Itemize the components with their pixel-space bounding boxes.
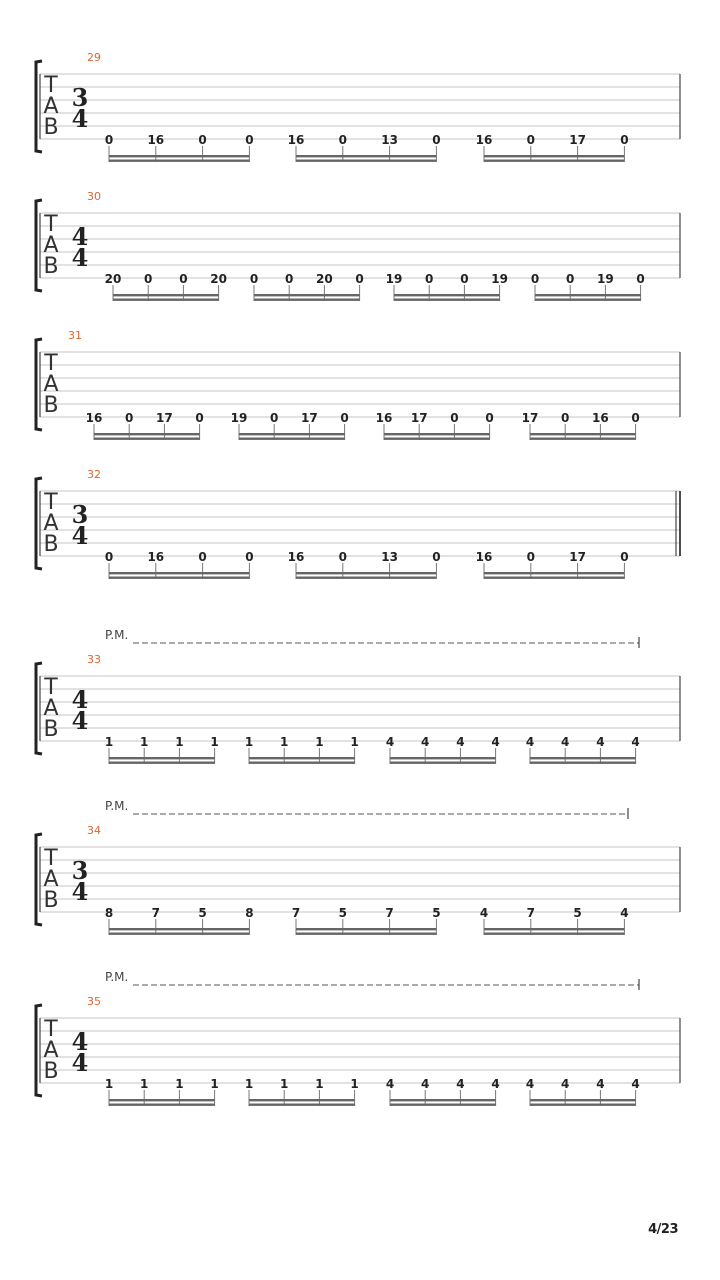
tab-clef-letter: B (43, 717, 59, 742)
fret-number: 7 (385, 906, 394, 920)
beam (530, 1099, 636, 1101)
system-bracket (36, 61, 42, 152)
beam (239, 438, 345, 440)
time-signature-denominator: 4 (71, 521, 89, 550)
fret-number: 13 (381, 550, 398, 564)
beam (384, 433, 490, 435)
beam (530, 762, 636, 764)
time-signature-numerator: 3 (71, 500, 89, 529)
system-bracket (36, 1005, 42, 1096)
fret-number: 0 (125, 411, 134, 425)
beam (254, 294, 360, 296)
fret-number: 0 (249, 272, 259, 286)
tab-clef-letter: T (44, 1017, 58, 1042)
fret-number: 0 (636, 272, 645, 286)
beam (109, 928, 249, 930)
tab-clef-letter: B (43, 1059, 59, 1084)
beam (254, 299, 360, 301)
time-signature-numerator: 4 (71, 1027, 89, 1056)
system-bracket (36, 663, 42, 754)
fret-number: 0 (460, 272, 469, 286)
fret-number: 0 (144, 272, 153, 286)
time-signature-denominator: 4 (71, 877, 89, 906)
fret-number: 0 (179, 272, 188, 286)
fret-number: 5 (338, 906, 347, 920)
fret-number: 0 (270, 411, 279, 425)
measure-number: 34 (87, 824, 101, 837)
beam (484, 928, 624, 930)
fret-number: 4 (491, 1077, 500, 1091)
tab-clef-letter: T (44, 490, 58, 515)
time-signature-numerator: 3 (71, 83, 89, 112)
tab-clef-letter: A (43, 372, 59, 397)
fret-number: 16 (287, 550, 305, 564)
fret-number: 16 (475, 550, 493, 564)
beam (109, 155, 249, 157)
tab-clef-letter: T (44, 351, 58, 376)
fret-number: 4 (385, 735, 395, 749)
tab-clef-letter: T (44, 846, 58, 871)
beam (113, 294, 219, 296)
fret-number: 16 (287, 133, 305, 147)
time-signature-denominator: 4 (71, 243, 89, 272)
palm-mute-label: P.M. (105, 799, 129, 813)
fret-number: 19 (385, 272, 403, 286)
beam (296, 155, 436, 157)
fret-number: 0 (198, 550, 207, 564)
fret-number: 16 (475, 133, 493, 147)
beam (384, 438, 490, 440)
beam (296, 577, 436, 579)
tab-clef-letter: A (43, 867, 59, 892)
fret-number: 4 (525, 1077, 535, 1091)
fret-number: 0 (530, 272, 540, 286)
tab-clef-letter: T (44, 73, 58, 98)
fret-number: 17 (569, 133, 586, 147)
tab-clef-letter: A (43, 511, 59, 536)
fret-number: 8 (245, 906, 254, 920)
fret-number: 4 (620, 906, 629, 920)
fret-number: 0 (245, 550, 254, 564)
beam (530, 1104, 636, 1106)
fret-number: 19 (491, 272, 508, 286)
fret-number: 5 (432, 906, 441, 920)
palm-mute-label: P.M. (105, 970, 129, 984)
fret-number: 7 (151, 906, 160, 920)
fret-number: 0 (631, 411, 640, 425)
beam (484, 160, 624, 162)
beam (390, 762, 496, 764)
beam (394, 294, 500, 296)
system-bracket (36, 339, 42, 430)
fret-number: 0 (245, 133, 254, 147)
beam (296, 933, 436, 935)
beam (535, 299, 641, 301)
fret-number: 0 (432, 133, 441, 147)
fret-number: 4 (421, 1077, 430, 1091)
tab-clef-letter: A (43, 233, 59, 258)
beam (109, 577, 249, 579)
beam (530, 757, 636, 759)
fret-number: 20 (316, 272, 333, 286)
fret-number: 1 (315, 1077, 324, 1091)
beam (249, 1099, 355, 1101)
tab-clef-letter: A (43, 1038, 59, 1063)
beam (484, 155, 624, 157)
fret-number: 4 (385, 1077, 395, 1091)
measure-number: 35 (87, 995, 101, 1008)
fret-number: 16 (85, 411, 103, 425)
fret-number: 1 (280, 735, 289, 749)
beam (249, 1104, 355, 1106)
system-bracket (36, 834, 42, 925)
beam (109, 160, 249, 162)
time-signature-denominator: 4 (71, 104, 89, 133)
beam (109, 757, 215, 759)
beam (390, 757, 496, 759)
tab-clef-letter: B (43, 888, 59, 913)
fret-number: 5 (573, 906, 582, 920)
beam (484, 933, 624, 935)
fret-number: 0 (338, 133, 347, 147)
fret-number: 1 (280, 1077, 289, 1091)
tab-clef-letter: B (43, 532, 59, 557)
fret-number: 1 (175, 1077, 184, 1091)
fret-number: 17 (569, 550, 586, 564)
beam (296, 928, 436, 930)
fret-number: 1 (104, 1077, 114, 1091)
fret-number: 1 (104, 735, 114, 749)
fret-number: 0 (566, 272, 575, 286)
fret-number: 16 (375, 411, 393, 425)
fret-number: 17 (410, 411, 428, 425)
beam (109, 1099, 215, 1101)
fret-number: 1 (350, 735, 359, 749)
palm-mute-label: P.M. (105, 628, 129, 642)
time-signature-denominator: 4 (71, 706, 89, 735)
system-bracket (36, 478, 42, 569)
beam (484, 577, 624, 579)
fret-number: 0 (198, 133, 207, 147)
fret-number: 1 (210, 735, 219, 749)
beam (390, 1099, 496, 1101)
tab-clef-letter: B (43, 254, 59, 279)
tab-clef-letter: T (44, 212, 58, 237)
fret-number: 7 (291, 906, 301, 920)
beam (390, 1104, 496, 1106)
fret-number: 1 (140, 1077, 149, 1091)
fret-number: 4 (479, 906, 489, 920)
fret-number: 0 (104, 550, 114, 564)
fret-number: 7 (526, 906, 535, 920)
beam (239, 433, 345, 435)
fret-number: 0 (620, 550, 629, 564)
fret-number: 0 (526, 133, 535, 147)
beam (530, 433, 636, 435)
beam (94, 438, 200, 440)
tab-clef-letter: A (43, 94, 59, 119)
beam (249, 757, 355, 759)
measure-number: 33 (87, 653, 101, 666)
beam (296, 160, 436, 162)
beam (109, 762, 215, 764)
fret-number: 8 (104, 906, 114, 920)
fret-number: 16 (147, 133, 165, 147)
measure-number: 29 (87, 51, 101, 64)
fret-number: 0 (425, 272, 434, 286)
fret-number: 5 (198, 906, 207, 920)
fret-number: 4 (525, 735, 535, 749)
measure-number: 30 (87, 190, 101, 203)
fret-number: 4 (421, 735, 430, 749)
fret-number: 4 (561, 735, 570, 749)
fret-number: 19 (597, 272, 614, 286)
fret-number: 0 (285, 272, 294, 286)
fret-number: 4 (596, 735, 605, 749)
fret-number: 4 (596, 1077, 605, 1091)
beam (535, 294, 641, 296)
fret-number: 4 (631, 735, 640, 749)
fret-number: 17 (521, 411, 539, 425)
tab-clef-letter: A (43, 696, 59, 721)
beam (394, 299, 500, 301)
fret-number: 0 (195, 411, 204, 425)
fret-number: 1 (244, 1077, 254, 1091)
fret-number: 1 (350, 1077, 359, 1091)
beam (109, 1104, 215, 1106)
tab-clef-letter: B (43, 115, 59, 140)
fret-number: 17 (301, 411, 318, 425)
beam (484, 572, 624, 574)
fret-number: 0 (485, 411, 494, 425)
fret-number: 4 (561, 1077, 570, 1091)
fret-number: 1 (175, 735, 184, 749)
beam (109, 572, 249, 574)
fret-number: 0 (432, 550, 441, 564)
fret-number: 17 (156, 411, 173, 425)
beam (249, 762, 355, 764)
page-number: 4/23 (648, 1222, 678, 1237)
fret-number: 20 (104, 272, 122, 286)
fret-number: 16 (592, 411, 609, 425)
tab-clef-letter: T (44, 675, 58, 700)
time-signature-numerator: 4 (71, 222, 89, 251)
fret-number: 16 (147, 550, 165, 564)
beam (113, 299, 219, 301)
system-bracket (36, 200, 42, 291)
fret-number: 1 (244, 735, 254, 749)
beam (530, 438, 636, 440)
measure-number: 31 (68, 329, 82, 342)
fret-number: 0 (338, 550, 347, 564)
fret-number: 4 (491, 735, 500, 749)
fret-number: 0 (340, 411, 349, 425)
beam (109, 933, 249, 935)
fret-number: 1 (140, 735, 149, 749)
fret-number: 0 (561, 411, 570, 425)
fret-number: 4 (456, 735, 465, 749)
beam (296, 572, 436, 574)
tab-clef-letter: B (43, 393, 59, 418)
fret-number: 0 (526, 550, 535, 564)
fret-number: 1 (315, 735, 324, 749)
time-signature-denominator: 4 (71, 1048, 89, 1077)
time-signature-numerator: 3 (71, 856, 89, 885)
fret-number: 1 (210, 1077, 219, 1091)
fret-number: 0 (104, 133, 114, 147)
fret-number: 19 (230, 411, 248, 425)
fret-number: 4 (631, 1077, 640, 1091)
fret-number: 0 (450, 411, 459, 425)
fret-number: 0 (355, 272, 364, 286)
measure-number: 32 (87, 468, 101, 481)
beam (94, 433, 200, 435)
fret-number: 4 (456, 1077, 465, 1091)
time-signature-numerator: 4 (71, 685, 89, 714)
fret-number: 0 (620, 133, 629, 147)
fret-number: 20 (210, 272, 227, 286)
fret-number: 13 (381, 133, 398, 147)
